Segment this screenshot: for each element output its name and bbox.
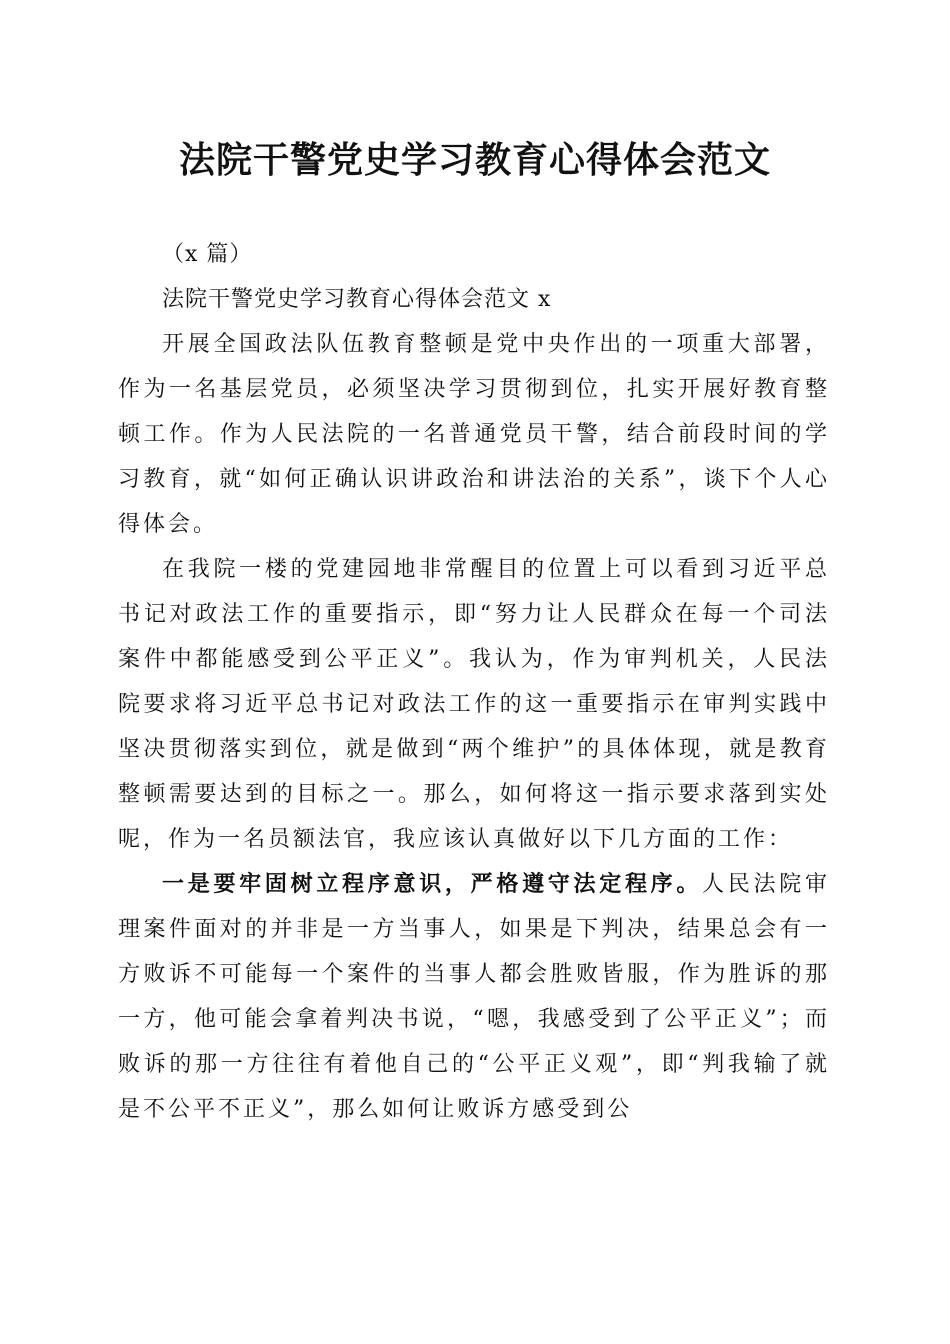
document-subtitle: 法院干警党史学习教育心得体会范文 x (162, 287, 552, 312)
document-title: 法院干警党史学习教育心得体会范文 (178, 139, 771, 181)
point-one-lead: 一是要牢固树立程序意识，严格遵守法定程序。 (162, 871, 703, 897)
point-one-text: 人民法院审理案件面对的并非是一方当事人，如果是下判决，结果总会有一方败诉不可能每一个案件的当事人都会胜败皆服，作为胜诉的那一方，他可能会拿着判决书说，“嗯，我感受到了公平正义”；而败诉的那一方往往有着他自己的“公平正义观”，即“判我输了就是不公平不正义”，那么如何让败诉方感受到公 (118, 872, 830, 1122)
paragraph-intro: 开展全国政法队伍教育整顿是党中央作出的一项重大部署，作为一名基层党员，必须坚决学习贯彻到位，扎实开展好教育整顿工作。作为人民法院的一名普通党员干警，结合前段时间的学习教育，就“如何正确认识讲政治和讲法治的关系”，谈下个人心得体会。 (118, 332, 830, 537)
document-body (118, 232, 830, 1132)
paragraph-instruction: 在我院一楼的党建园地非常醒目的位置上可以看到习近平总书记对政法工作的重要指示，即“努力让人民群众在每一个司法案件中都能感受到公平正义”。我认为，作为审判机关，人民法院要求将习近平总书记对政法工作的这一重要指示在审判实践中坚决贯彻落实到位，就是做到“两个维护”的具体体现，就是教育整顿需要达到的目标之一。那么，如何将这一指示要求落到实处呢，作为一名员额法官，我应该认真做好以下几方面的工作： (118, 557, 830, 852)
paragraph-point-one (118, 862, 830, 1132)
document-count-note: （x 篇） (162, 242, 253, 267)
